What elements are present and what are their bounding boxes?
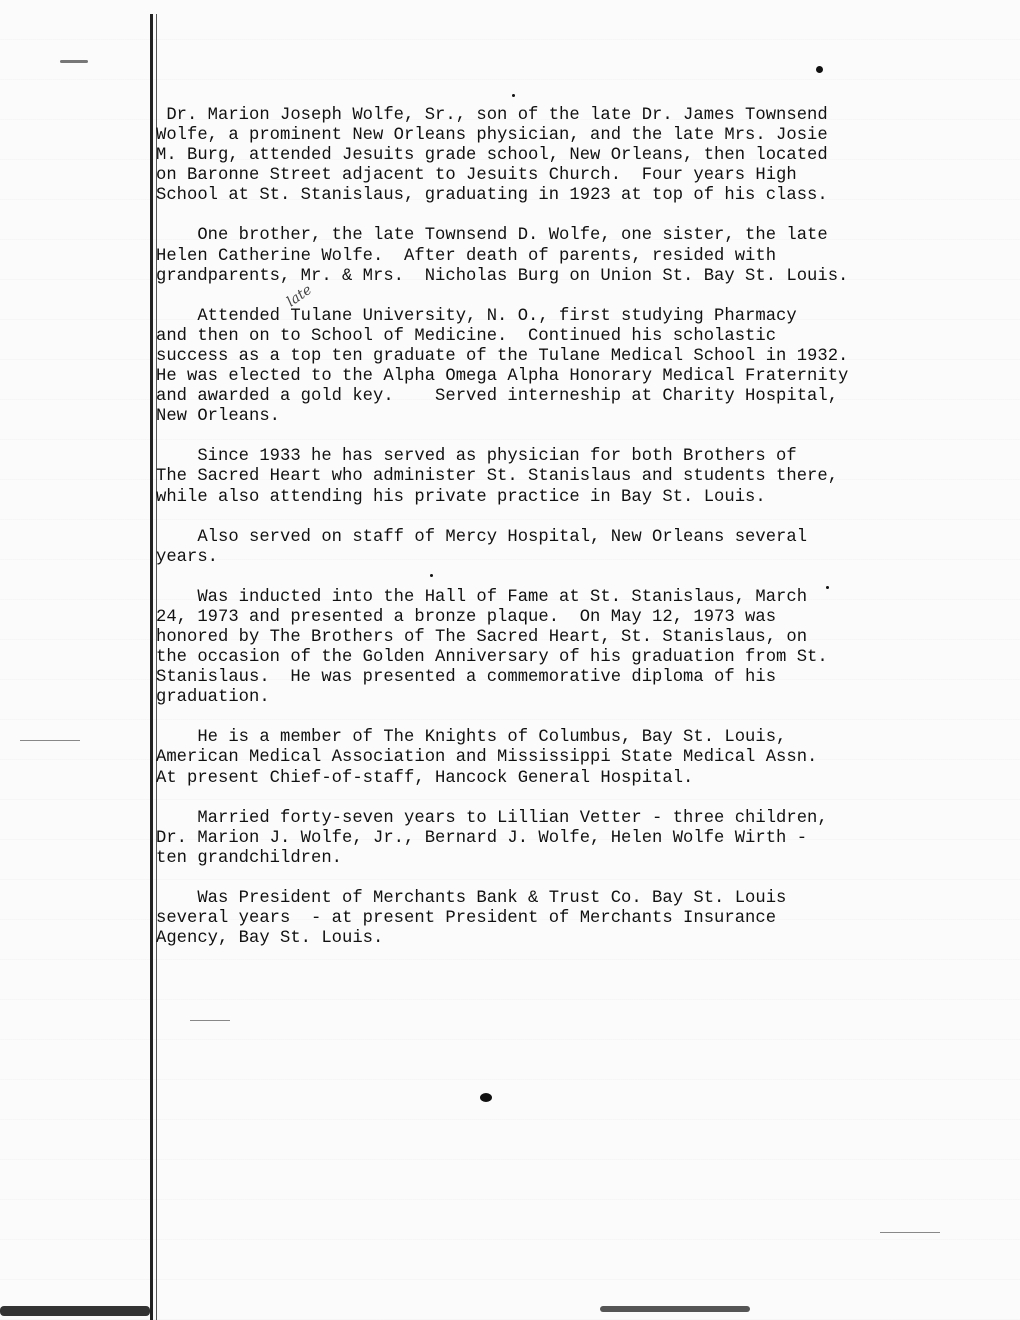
paragraph-education <box>156 307 966 428</box>
ink-speck <box>480 1093 492 1102</box>
text-line: One brother, the late Townsend D. Wolfe, one sister, the late <box>156 226 828 246</box>
paragraph-intro <box>156 106 966 206</box>
ink-speck <box>600 1306 750 1312</box>
paragraph-memberships <box>156 728 966 788</box>
text-line: 24, 1973 and presented a bronze plaque. On May 12, 1973 was <box>156 607 777 627</box>
paragraph-bank <box>156 889 966 949</box>
document-body <box>156 106 966 969</box>
paragraph-mercy <box>156 528 966 568</box>
text-line: At present Chief-of-staff, Hancock General Hospital. <box>156 768 694 788</box>
text-line: grandparents, Mr. & Mrs. Nicholas Burg on Union St. Bay St. Louis. <box>156 266 849 286</box>
text-line: Also served on staff of Mercy Hospital, New Orleans several <box>156 527 808 547</box>
text-line: Married forty-seven years to Lillian Vetter - three children, <box>156 808 828 828</box>
paragraph-physician <box>156 447 966 507</box>
text-line: years. <box>156 547 219 567</box>
text-line: Agency, Bay St. Louis. <box>156 929 384 949</box>
text-line: Dr. Marion J. Wolfe, Jr., Bernard J. Wolfe, Helen Wolfe Wirth - <box>156 828 808 848</box>
text-line: Since 1933 he has served as physician for both Brothers of <box>156 447 797 467</box>
text-line: and awarded a gold key. Served interneship at Charity Hospital, <box>156 387 839 407</box>
text-line: while also attending his private practice in Bay St. Louis. <box>156 487 766 507</box>
margin-rule <box>150 14 153 1320</box>
scan-scratch <box>190 1020 230 1021</box>
text-line: honored by The Brothers of The Sacred Heart, St. Stanislaus, on <box>156 627 808 647</box>
text-line: graduation. <box>156 688 270 708</box>
text-line: The Sacred Heart who administer St. Stanislaus and students there, <box>156 467 839 487</box>
text-line: success as a top ten graduate of the Tulane Medical School in 1932. <box>156 346 849 366</box>
text-line: Dr. Marion Joseph Wolfe, Sr., son of the late Dr. James Townsend <box>156 106 828 125</box>
text-line: New Orleans. <box>156 407 281 427</box>
text-line: He is a member of The Knights of Columbus, Bay St. Louis, <box>156 728 787 748</box>
handwritten-annotation: late <box>283 281 315 311</box>
text-line: American Medical Association and Mississippi State Medical Assn. <box>156 748 818 768</box>
text-line: and then on to School of Medicine. Continued his scholastic <box>156 326 777 346</box>
scan-scratch <box>880 1232 940 1233</box>
ink-speck <box>816 66 823 73</box>
text-line: Stanislaus. He was presented a commemorative diploma of his <box>156 668 777 688</box>
text-line: Helen Catherine Wolfe. After death of parents, resided with <box>156 246 777 266</box>
ink-speck <box>512 94 515 97</box>
text-line: He was elected to the Alpha Omega Alpha Honorary Medical Fraternity <box>156 367 849 387</box>
text-line: Wolfe, a prominent New Orleans physician, and the late Mrs. Josie <box>156 126 828 146</box>
scan-scratch <box>20 740 80 741</box>
text-line: ten grandchildren. <box>156 848 343 868</box>
text-line: Was inducted into the Hall of Fame at St. Stanislaus, March <box>156 587 808 607</box>
ink-speck <box>60 60 88 63</box>
paragraph-family <box>156 226 966 286</box>
paragraph-marriage <box>156 809 966 869</box>
text-line: Attended Tulane University, N. O., first studying Pharmacy <box>156 306 797 326</box>
text-line: M. Burg, attended Jesuits grade school, New Orleans, then located <box>156 146 828 166</box>
text-line: Was President of Merchants Bank & Trust Co. Bay St. Louis <box>156 888 787 908</box>
ink-speck <box>0 1306 150 1316</box>
paragraph-hall-of-fame <box>156 588 966 709</box>
text-line: several years - at present President of Merchants Insurance <box>156 909 777 928</box>
text-line: School at St. Stanislaus, graduating in 1923 at top of his class. <box>156 186 828 206</box>
text-line: the occasion of the Golden Anniversary of his graduation from St. <box>156 648 828 668</box>
text-line: on Baronne Street adjacent to Jesuits Church. Four years High <box>156 166 797 186</box>
